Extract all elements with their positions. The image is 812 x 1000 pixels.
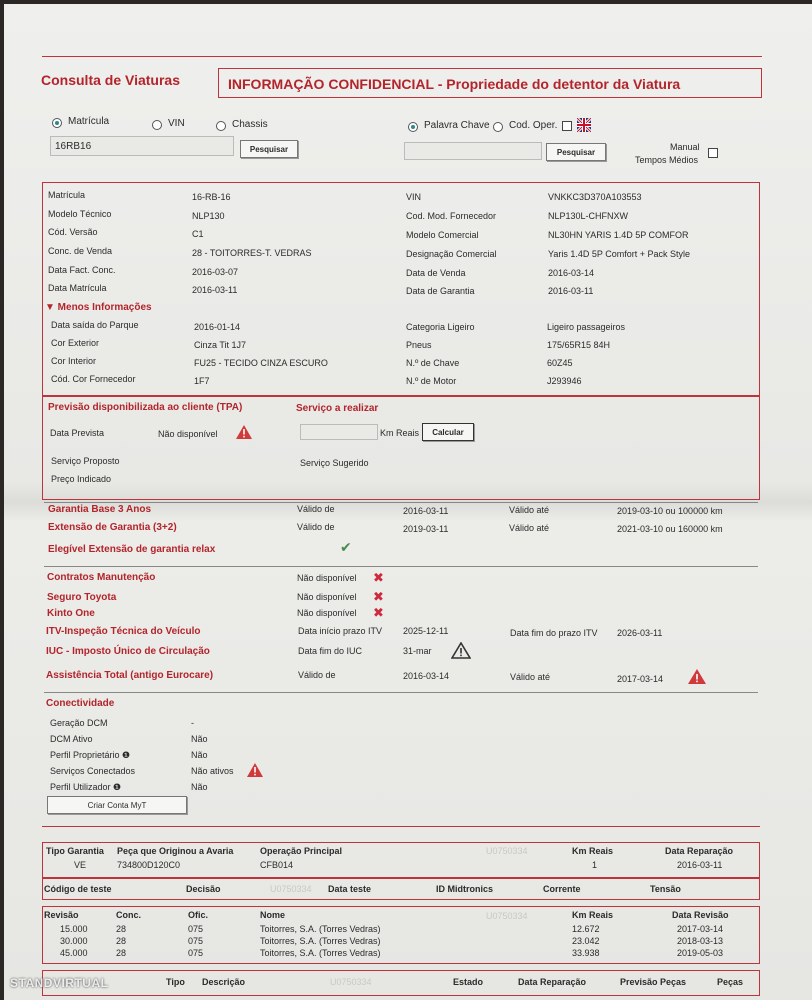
- table-header: ID Midtronics: [436, 884, 494, 894]
- tpa-title: Previsão disponibilizada ao cliente (TPA): [48, 402, 243, 413]
- cross-icon: ✖: [373, 570, 384, 585]
- vehicle-extra-value: FU25 - TECIDO CINZA ESCURO: [194, 358, 328, 368]
- table-watermark: U0750334: [330, 977, 372, 987]
- table-header: Estado: [453, 977, 484, 987]
- table-cell: 30.000: [60, 936, 88, 946]
- radio-cod-oper-label: Cod. Oper.: [509, 120, 558, 131]
- assist-label: Assistência Total (antigo Eurocare): [46, 670, 214, 681]
- warning-icon: [235, 424, 253, 445]
- plate-input-value: 16RB16: [55, 141, 92, 152]
- table-cell: 28: [116, 936, 127, 946]
- warranty-title: Garantia Base 3 Anos: [48, 504, 152, 515]
- table-header: Corrente: [543, 884, 581, 894]
- table-header: Km Reais: [572, 846, 614, 856]
- warranty-title: Extensão de Garantia (3+2): [48, 522, 177, 533]
- calcular-button[interactable]: Calcular: [422, 423, 474, 441]
- data-prevista-label: Data Prevista: [50, 428, 105, 438]
- warranty-to-label: Válido até: [509, 523, 550, 533]
- itv-label: ITV-Inspeção Técnica do Veículo: [46, 626, 201, 637]
- vehicle-field-label: Cód. Versão: [48, 227, 98, 237]
- table-header: Data Reparação: [518, 977, 587, 987]
- table-header: Descrição: [202, 977, 246, 987]
- connectivity-label: Serviços Conectados: [50, 766, 136, 776]
- iuc-end-value: 31-mar: [403, 646, 432, 656]
- table-cell: 075: [188, 936, 204, 946]
- warranty-divider: [44, 502, 758, 503]
- vehicle-info-box: [42, 182, 760, 396]
- kinto-label: Kinto One: [47, 608, 95, 619]
- connectivity-value: Não: [191, 734, 208, 744]
- radio-palavra-chave-label: Palavra Chave: [424, 120, 490, 131]
- warranty-from-value: 2019-03-11: [403, 524, 449, 534]
- vehicle-field-label: Data de Garantia: [406, 286, 475, 296]
- watermark-brand: STANDVIRTUAL: [10, 976, 109, 990]
- table-cell: 2016-03-11: [677, 860, 723, 870]
- vehicle-extra-label: N.º de Motor: [406, 376, 457, 386]
- servico-sugerido-label: Serviço Sugerido: [300, 458, 369, 468]
- radio-matricula-label: Matrícula: [68, 116, 110, 127]
- table-header: Tipo: [166, 977, 185, 987]
- table-cell: 2018-03-13: [677, 936, 724, 946]
- manual-label: Manual: [670, 142, 700, 152]
- table-header: Tensão: [650, 884, 681, 894]
- table-cell: Toitorres, S.A. (Torres Vedras): [260, 936, 381, 946]
- banner-text: INFORMAÇÃO CONFIDENCIAL - Propriedade do detentor da Viatura: [228, 76, 681, 92]
- warranty-to-label: Válido até: [509, 505, 550, 515]
- tempos-label: Tempos Médios: [635, 155, 699, 165]
- vehicle-field-label: Modelo Comercial: [406, 230, 479, 240]
- table-header: Operação Principal: [260, 846, 343, 856]
- iuc-end-label: Data fim do IUC: [298, 646, 363, 656]
- table-header: Revisão: [44, 910, 79, 920]
- search-button-2[interactable]: Pesquisar: [546, 143, 606, 161]
- connectivity-value: Não ativos: [191, 766, 234, 776]
- connectivity-bottom-rule: [42, 826, 760, 827]
- less-info-toggle: ▼ Menos Informações: [45, 302, 152, 313]
- table-cell: 075: [188, 924, 204, 934]
- vehicle-field-value: 28 - TOITORRES-T. VEDRAS: [192, 248, 312, 258]
- vehicle-extra-label: Categoria Ligeiro: [406, 322, 475, 332]
- vehicle-field-value: NLP130: [192, 211, 225, 221]
- radio-palavra-chave[interactable]: [408, 122, 418, 132]
- itv-start-label: Data início prazo ITV: [298, 626, 383, 636]
- keyword-input[interactable]: [404, 142, 542, 160]
- vehicle-extra-value: Cinza Tit 1J7: [194, 340, 247, 350]
- vehicle-field-value: 16-RB-16: [192, 192, 231, 202]
- vehicle-field-label: Designação Comercial: [406, 249, 497, 259]
- vehicle-field-value: NLP130L-CHFNXW: [548, 211, 629, 221]
- assist-to-value: 2017-03-14: [617, 674, 664, 684]
- table-cell: 28: [116, 924, 127, 934]
- assist-to-label: Válido até: [510, 672, 551, 682]
- vehicle-field-value: 2016-03-14: [548, 268, 595, 278]
- table-cell: 1: [592, 860, 598, 870]
- connectivity-title: Conectividade: [46, 698, 115, 709]
- table-header: Ofic.: [188, 910, 209, 920]
- cross-icon: ✖: [373, 589, 384, 604]
- connectivity-label: Perfil Utilizador ❶: [50, 782, 122, 792]
- vehicle-extra-value: 1F7: [194, 376, 210, 386]
- table-watermark: U0750334: [270, 884, 312, 894]
- kinto-value: Não disponível: [297, 608, 357, 618]
- vehicle-extra-label: Data saída do Parque: [51, 320, 139, 330]
- warranty-from-value: 2016-03-11: [403, 506, 449, 516]
- vehicle-field-label: Conc. de Venda: [48, 246, 113, 256]
- connectivity-value: -: [191, 718, 194, 728]
- vehicle-extra-value: 175/65R15 84H: [547, 340, 611, 350]
- seguro-value: Não disponível: [297, 592, 357, 602]
- radio-cod-oper[interactable]: [493, 122, 503, 132]
- data-prevista-value: Não disponível: [158, 429, 218, 439]
- itv-start-value: 2025-12-11: [403, 626, 449, 636]
- table-header: Data Reparação: [665, 846, 734, 856]
- table-header: Código de teste: [44, 884, 112, 894]
- check-icon: ✔: [340, 539, 352, 555]
- table-cell: Toitorres, S.A. (Torres Vedras): [260, 924, 381, 934]
- document-page: [4, 4, 812, 1000]
- warranty-from-label: Válido de: [297, 504, 335, 514]
- table-header: Peças: [717, 977, 744, 987]
- vehicle-field-value: 2016-03-07: [192, 267, 239, 277]
- connectivity-label: Perfil Proprietário ❶: [50, 750, 131, 760]
- table-header: Decisão: [186, 884, 221, 894]
- vehicle-extra-value: J293946: [547, 376, 582, 386]
- warning-icon: [687, 668, 707, 690]
- table-header: Conc.: [116, 910, 142, 920]
- vehicle-field-value: C1: [192, 229, 204, 239]
- table-cell: 45.000: [60, 948, 88, 958]
- seguro-label: Seguro Toyota: [47, 592, 117, 603]
- table-header: Km Reais: [572, 910, 614, 920]
- vehicle-field-label: VIN: [406, 192, 422, 202]
- confidential-banner: [218, 68, 762, 98]
- vehicle-field-label: Data de Venda: [406, 268, 466, 278]
- revisions-table: [42, 906, 760, 964]
- plate-input[interactable]: [50, 136, 234, 156]
- service-title: Serviço a realizar: [296, 403, 379, 414]
- vehicle-field-value: NL30HN YARIS 1.4D 5P COMFOR: [548, 230, 689, 240]
- radio-matricula[interactable]: [52, 118, 62, 128]
- vehicle-field-value: VNKKC3D370A103553: [548, 192, 642, 202]
- radio-chassis-label: Chassis: [232, 119, 268, 130]
- vehicle-extra-label: N.º de Chave: [406, 358, 460, 368]
- vehicle-field-label: Data Fact. Conc.: [48, 265, 116, 275]
- table-header: Tipo Garantia: [46, 846, 104, 856]
- vehicle-extra-label: Cor Interior: [51, 356, 97, 366]
- table-cell: 734800D120C0: [117, 860, 181, 870]
- table-cell: 12.672: [572, 924, 600, 934]
- assist-from-value: 2016-03-14: [403, 671, 450, 681]
- vehicle-extra-label: Cód. Cor Fornecedor: [51, 374, 136, 384]
- warranty-from-label: Válido de: [297, 522, 335, 532]
- table-cell: 23.042: [572, 936, 600, 946]
- vehicle-field-label: Matrícula: [48, 190, 86, 200]
- warranty-to-value: 2019-03-10 ou 100000 km: [617, 506, 723, 516]
- assist-from-label: Válido de: [298, 670, 336, 680]
- table-header: Nome: [260, 910, 286, 920]
- radio-chassis[interactable]: [216, 121, 226, 131]
- km-input[interactable]: [300, 424, 378, 440]
- contracts-divider: [44, 566, 758, 567]
- manual-checkbox[interactable]: [708, 148, 718, 158]
- itv-end-label: Data fim do prazo ITV: [510, 628, 598, 638]
- uk-flag-icon[interactable]: [577, 118, 591, 132]
- connectivity-value: Não: [191, 782, 208, 792]
- servico-proposto-label: Serviço Proposto: [51, 456, 120, 466]
- search-button[interactable]: Pesquisar: [240, 140, 298, 158]
- vehicle-field-value: Yaris 1.4D 5P Comfort + Pack Style: [548, 249, 690, 259]
- table-header: Previsão Peças: [620, 977, 687, 987]
- relax-label: Elegível Extensão de garantia relax: [48, 544, 216, 555]
- warning-outline-icon: [451, 642, 471, 664]
- vehicle-extra-value: Ligeiro passageiros: [547, 322, 626, 332]
- connectivity-label: DCM Ativo: [50, 734, 93, 744]
- iuc-label: IUC - Imposto Único de Circulação: [46, 646, 210, 657]
- radio-vin[interactable]: [152, 120, 162, 130]
- vehicle-extra-value: 2016-01-14: [194, 322, 241, 332]
- vehicle-field-value: 2016-03-11: [192, 285, 238, 295]
- contracts-maintenance-value: Não disponível: [297, 573, 357, 583]
- table-cell: 15.000: [60, 924, 88, 934]
- cod-oper-checkbox[interactable]: [562, 121, 572, 131]
- cross-icon: ✖: [373, 605, 384, 620]
- warning-icon: [246, 762, 264, 783]
- connectivity-value: Não: [191, 750, 208, 760]
- top-rule: [42, 56, 762, 57]
- table-cell: CFB014: [260, 860, 294, 870]
- app-title: Consulta de Viaturas: [41, 72, 181, 88]
- table-cell: 2017-03-14: [677, 924, 724, 934]
- vehicle-extra-value: 60Z45: [547, 358, 573, 368]
- table-header: Peça que Originou a Avaria: [117, 846, 234, 856]
- km-label: Km Reais: [380, 428, 420, 438]
- table-cell: Toitorres, S.A. (Torres Vedras): [260, 948, 381, 958]
- vehicle-extra-label: Pneus: [406, 340, 432, 350]
- connectivity-divider: [44, 692, 758, 693]
- table-watermark: U0750334: [486, 846, 528, 856]
- vehicle-extra-label: Cor Exterior: [51, 338, 100, 348]
- table-header: Data Revisão: [672, 910, 729, 920]
- vehicle-field-value: 2016-03-11: [548, 286, 594, 296]
- vehicle-field-label: Cod. Mod. Fornecedor: [406, 211, 497, 221]
- table-cell: 33.938: [572, 948, 600, 958]
- radio-vin-label: VIN: [168, 118, 185, 129]
- connectivity-label: Geração DCM: [50, 718, 108, 728]
- table-cell: VE: [74, 860, 87, 870]
- table-cell: 075: [188, 948, 204, 958]
- contracts-maintenance-label: Contratos Manutenção: [47, 572, 156, 583]
- table-cell: 28: [116, 948, 127, 958]
- itv-end-value: 2026-03-11: [617, 628, 663, 638]
- preco-indicado-label: Preço Indicado: [51, 474, 112, 484]
- vehicle-field-label: Modelo Técnico: [48, 209, 112, 219]
- table-header: Data teste: [328, 884, 372, 894]
- vehicle-field-label: Data Matrícula: [48, 283, 107, 293]
- table-watermark: U0750334: [486, 911, 528, 921]
- table-cell: 2019-05-03: [677, 948, 724, 958]
- warranty-to-value: 2021-03-10 ou 160000 km: [617, 524, 723, 534]
- create-myt-account-button[interactable]: Criar Conta MyT: [47, 796, 187, 814]
